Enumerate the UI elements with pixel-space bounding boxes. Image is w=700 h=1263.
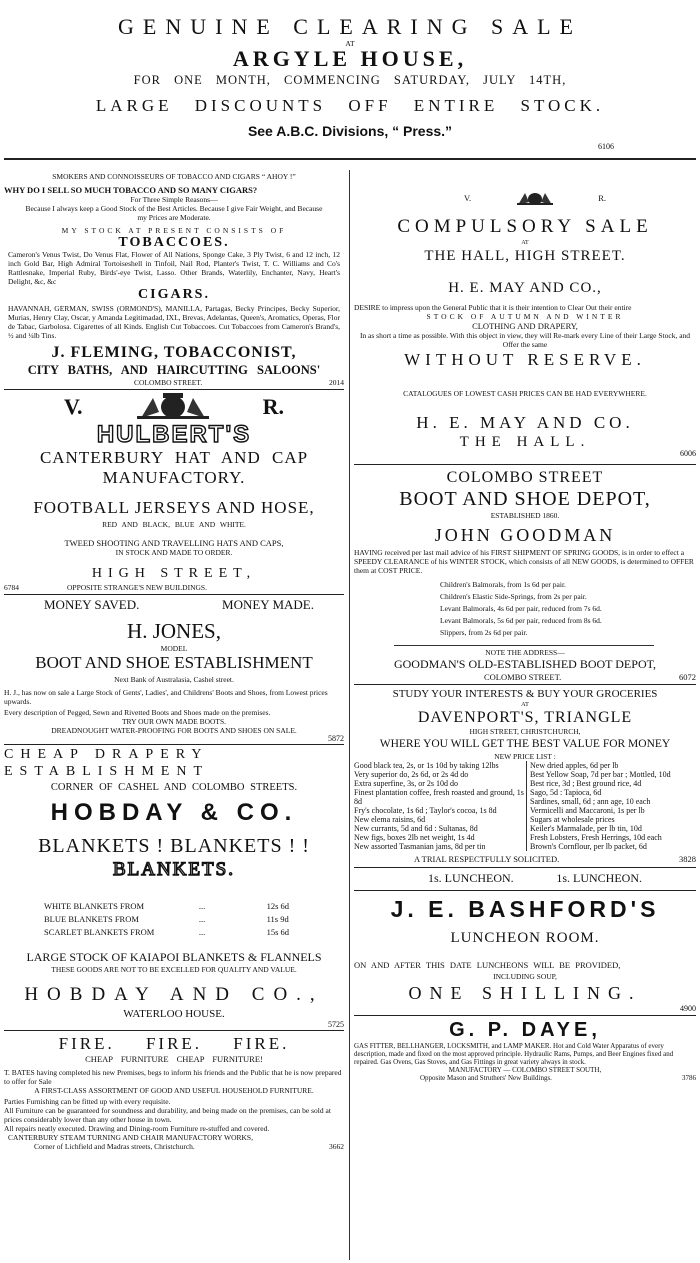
goodman-p1: HAVING received per last mail advice of his FIRST SHIPMENT OF SPRING GOODS, is in order to effect a SPEEDY CLEARANCE of his WINTER STOCK, which consists of all NEW GOODS, is determined to OFFER them at COST PRICE. [354,548,694,575]
divider [354,867,696,868]
price-table [354,761,696,851]
high-street-chch: HIGH STREET, CHRISTCHURCH, [469,727,581,736]
fire-p4: All Furniture can be guaranteed for soundness and durability, and being made on the premises, can be sold at prices considerably lower than any other house in town. [4,1106,331,1124]
opposite-stranges: OPPOSITE STRANGE'S NEW BUILDINGS. [67,583,207,592]
jones-p2: Every description of Pegged, Sewn and Rivetted Boots and Shoes made on the premises. [4,708,271,717]
waterloo-house: WATERLOO HOUSE. [123,1008,225,1020]
genuine-clearing-sale: GENUINE CLEARING SALE [118,14,582,39]
ad-number: 4900 [680,1004,696,1013]
bashford-advert [354,871,696,1013]
boot-establishment: BOOT AND SHOE ESTABLISHMENT [35,653,313,672]
study-interests: STUDY YOUR INTERESTS & BUY YOUR GROCERIES [392,688,658,700]
list-item: Finest plantation coffee, fresh roasted and ground, 1s 8d [354,788,524,806]
argyle-house: ARGYLE HOUSE, [232,46,468,71]
large-discounts: LARGE DISCOUNTS OFF ENTIRE STOCK. [95,96,605,115]
column-divider [349,170,350,1260]
royal-crest-row [4,392,344,422]
these-goods: THESE GOODS ARE NOT TO BE EXCELLED FOR QUALITY AND VALUE. [51,965,297,974]
cheap-drapery: CHEAP DRAPERY ESTABLISHMENT [4,747,209,779]
one-month-line: FOR ONE MONTH, COMMENCING SATURDAY, JULY 14TH, [133,73,567,87]
v-letter: V. [64,394,83,419]
fire-title: FIRE. FIRE. FIRE. [58,1034,290,1053]
fire-p2: A FIRST-CLASS ASSORTMENT OF GOOD AND USEFUL HOUSEHOLD FURNITURE. [34,1086,314,1095]
kaiapoi-stock: LARGE STOCK OF KAIAPOI BLANKETS & FLANNELS [26,950,322,964]
left-column [4,172,344,1151]
trial-solicited: A TRIAL RESPECTFULLY SOLICITED. [414,854,560,864]
jones-name: H. JONES, [127,619,221,643]
clothing-drapery: CLOTHING AND DRAPERY, [472,321,578,331]
list-item: Children's Balmorals, from 1s 6d per pair. [440,580,566,589]
daye-works: MANUFACTORY — COLOMBO STREET SOUTH, [448,1066,602,1074]
ad-number: 6072 [679,672,696,682]
the-hall: THE HALL, HIGH STREET. [424,248,626,264]
dreadnought: DREADNOUGHT WATER-PROOFING FOR BOOTS AND SHOES ON SALE. [51,726,297,735]
list-item: Very superior do, 2s 6d, or 2s 4d do [354,770,469,779]
daye-advert [354,1018,696,1082]
colombo-street-heading: COLOMBO STREET [446,469,604,486]
may-advert [354,172,696,458]
list-item: New dried apples, 6d per lb [530,761,619,770]
goodman-items [354,579,696,639]
hulbert-advert [4,392,344,592]
price-row: WHITE BLANKETS FROM ... 12s 6d [44,901,290,911]
jones-p1: H. J., has now on sale a Large Stock of Gents', Ladies', and Childrens' Boots and Shoes, from Lowest prices upwards. [4,688,328,706]
list-item: New currants, 5d and 6d : Sultanas, 8d [354,824,478,833]
list-item: New assorted Tasmanian jams, 8d per tin [354,842,486,851]
hobday-advert [4,746,344,1029]
luncheon-row [354,871,696,886]
divider [4,594,344,595]
corner-streets: CORNER OF CASHEL AND COLOMBO STREETS. [50,782,298,793]
divider [354,890,696,891]
list-item: Children's Elastic Side-Springs, from 2s per pair. [440,592,587,601]
high-street: HIGH STREET, [91,566,257,581]
blankets-line1: BLANKETS ! BLANKETS ! ! [38,835,310,857]
ad-number: 5725 [328,1020,344,1029]
list-item: Vermicelli and Maccaroni, 1s per lb [530,806,645,815]
ad-number: 3828 [679,854,696,864]
divider [354,1015,696,1016]
cheap-furniture: CHEAP FURNITURE CHEAP FURNITURE! [85,1054,263,1064]
cigars-list: HAVANNAH, GERMAN, SWISS (ORMOND'S), MANILLA, Partagas, Becky Principes, Becky Superior, Murias, Henry Clay, Oscar, y Amanda Legitimadad, IXL, Brevas, Adelantas, Queen's, Aromatics, Operas, Flor de Tabac, Garbolosa. Cigarettes of all Kinds. English Cut Tobaccoes. Cut Tobaccoes from Cameron's Brand's, ½ and ¼lb Tins. [8,304,340,340]
list-item: Levant Balmorals, 4s 6d per pair, reduced from 7s 6d. [440,604,602,613]
ad-number: 2014 [329,378,344,387]
ad-number: 6006 [680,449,696,458]
see-abc: See A.B.C. Divisions, “ Press.” [247,123,453,139]
new-price-list: NEW PRICE LIST : [494,752,556,761]
reasons: For Three Simple Reasons— [130,195,218,204]
goodman-footer [354,672,696,682]
at-label: AT [345,39,355,48]
luncheon-1: 1s. LUNCHEON. [428,871,514,885]
r-letter: R. [262,394,284,419]
r-letter: R. [598,193,606,203]
try-boots: TRY OUR OWN MADE BOOTS. [121,717,227,726]
goodman-advert [354,469,696,682]
list-item: Best Yellow Soap, 7d per bar ; Mottled, 10d [530,770,671,779]
bashford-p1: ON AND AFTER THIS DATE LUNCHEONS WILL BE PROVIDED, [354,960,621,970]
royal-crest-icon [133,392,213,420]
davenport-footer [354,854,696,864]
note-address: NOTE THE ADDRESS— [485,648,565,657]
fire-works: CANTERBURY STEAM TURNING AND CHAIR MANUFACTORY WORKS, [8,1133,253,1142]
list-item: Fresh Lobsters, Fresh Herrings, 10d each [530,833,662,842]
may-crest-row [354,172,696,206]
hobday-name2: HOBDAY AND CO., [24,984,324,1005]
jersey-colors: RED AND BLACK, BLUE AND WHITE. [102,520,246,529]
catalogues: CATALOGUES OF LOWEST CASH PRICES CAN BE HAD EVERYWHERE. [403,389,647,398]
opposite-mason: Opposite Mason and Struthers' New Buildings. [420,1074,552,1082]
list-item: Brown's Cornflour, per lb packet, 6d [530,842,647,851]
ad-number: 6784 [4,583,19,592]
ad-number: 5872 [328,734,344,743]
bashford-name: J. E. BASHFORD'S [390,896,660,922]
the-hall-2: THE HALL. [459,434,591,450]
v-letter: V. [464,193,472,203]
ad-number: 3662 [329,1142,344,1151]
goodman-old: GOODMAN'S OLD-ESTABLISHED BOOT DEPOT, [393,657,657,671]
price-row: SCARLET BLANKETS FROM ... 15s 6d [44,927,290,937]
list-item: Sago, 5d : Tapioca, 6d [530,788,602,797]
luncheon-room: LUNCHEON ROOM. [450,930,600,946]
price-list-left [354,761,527,851]
next-bank: Next Bank of Australasia, Cashel street. [114,675,234,684]
argyle-advert [0,0,700,152]
davenport-name: DAVENPORT'S, TRIANGLE [417,709,633,726]
davenport-advert [354,687,696,864]
list-item: New figs, boxes 2lb net weight, 1s 4d [354,833,475,842]
football-jerseys: FOOTBALL JERSEYS AND HOSE, [33,498,315,517]
fire-advert [4,1034,344,1151]
luncheon-2: 1s. LUNCHEON. [556,871,642,885]
list-item: New elema raisins, 6d [354,815,426,824]
boot-shoe-depot: BOOT AND SHOE DEPOT, [399,488,651,510]
ad-number: 6106 [598,142,614,151]
at-label: AT [521,240,529,246]
blanket-prices [4,900,344,939]
fleming-name: J. FLEMING, TOBACCONIST, [51,344,297,361]
tobaccoes-heading: TOBACCOES. [118,235,230,250]
including-soup: INCLUDING SOUP, [493,972,557,981]
hulbert-name: HULBERT'S [96,421,252,448]
established: ESTABLISHED 1860. [490,511,560,520]
john-goodman: JOHN GOODMAN [434,525,616,545]
may-name: H. E. MAY AND CO., [448,280,602,296]
list-item: Good black tea, 2s, or 1s 10d by taking 12lbs [354,761,499,770]
tobacco-advert [4,172,344,387]
list-item: Sardines, small, 6d ; ann age, 10 each [530,797,651,806]
at-label: AT [521,701,529,708]
city-baths: CITY BATHS, AND HAIRCUTTING SALOONS' [27,363,321,377]
fire-p5: All repairs neatly executed. Drawing and Dining-room Furniture re-stuffed and covered. [4,1124,270,1133]
money-saved: MONEY SAVED. [44,597,140,612]
best-value: WHERE YOU WILL GET THE BEST VALUE FOR MONEY [379,738,671,750]
money-row [4,597,344,613]
my-stock: MY STOCK AT PRESENT CONSISTS OF [61,226,287,235]
blankets-line2: BLANKETS. [113,859,235,880]
divider [4,389,344,390]
money-made: MONEY MADE. [222,597,314,612]
daye-footer [354,1074,696,1082]
tobacco-footer [4,378,344,387]
model-label: MODEL [160,644,188,653]
tobacco-list: Cameron's Venus Twist, Do Venus Flat, Flower of All Nations, Sponge Cake, 3 Ply Twist, 6 and 12 inch, 12 inch Gold Bar, High Admiral Tortoiseshell in Tinfoil, Nail Rod, Planter's Twist, T. C. Williams and Co's Rattlesnake, Imperial Ruby, Birds'-eye Twist, Lasso. Other Brands, Waterlily, Enchanter, Navy, Heart's Delight, &c, &c [8,250,340,286]
cigars-heading: CIGARS. [138,287,210,302]
one-shilling: ONE SHILLING. [408,983,642,1003]
daye-p1: GAS FITTER, BELLHANGER, LOCKSMITH, and LAMP MAKER. Hot and Cold Water Apparatus of every description, made and fixed on the most approved principle. Hydraulic Rams, Pumps, and Beer Engines fixed and repaired. Gas Ovens, Gas Stoves, and Gas Fittings in great variety always in stock. [354,1042,674,1066]
list-item: Slippers, from 2s 6d per pair. [440,628,528,637]
divider [4,158,696,160]
hulbert-footer [4,583,344,592]
lichfield-corner: Corner of Lichfield and Madras streets, Christchurch. [34,1142,195,1151]
fire-footer [4,1142,344,1151]
list-item: Sugars at wholesale prices [530,815,615,824]
may-p1: DESIRE to impress upon the General Public that it is their intention to Clear Out their entire [354,303,632,312]
stock-autumn: STOCK OF AUTUMN AND WINTER [426,312,624,321]
list-item: Fry's chocolate, 1s 6d ; Taylor's cocoa, 1s 8d [354,806,497,815]
hobday-name: HOBDAY & CO. [50,799,298,826]
right-column [354,172,696,1082]
list-item: Best rice, 3d ; Best ground rice, 4d [530,779,642,788]
divider [4,744,344,745]
divider [354,684,696,685]
tobacco-head: SMOKERS AND CONNOISSEURS OF TOBACCO AND CIGARS “ AHOY !” [52,172,296,181]
may-name2: H. E. MAY AND CO. [416,413,634,432]
price-list-right [527,761,697,851]
list-item: Extra superfine, 3s, or 2s 10d do [354,779,458,788]
fire-p3: Parties Furnishing can be fitted up with every requisite. [4,1097,171,1106]
may-p2: In as short a time as possible. With this object in view, they will Re-mark every Line of their Large Stock, and Offer the same [359,331,691,349]
tweed-hats: TWEED SHOOTING AND TRAVELLING HATS AND CAPS, [64,538,284,548]
in-stock: IN STOCK AND MADE TO ORDER. [115,548,233,557]
colombo-street: COLOMBO STREET. [484,672,562,682]
divider [394,645,654,646]
compulsory-sale: COMPULSORY SALE [397,216,653,237]
fire-p1: T. BATES having completed his new Premises, begs to inform his friends and the Public that he is now prepared to offer for Sale [4,1068,342,1086]
daye-name: G. P. DAYE, [449,1019,601,1041]
because: Because I always keep a Good Stock of the Best Articles. Because I give Fair Weight, and Because my Prices are Moderate. [25,204,323,222]
list-item: Keiler's Marmalade, per lb tin, 10d [530,824,642,833]
hulbert-title: CANTERBURY HAT AND CAP MANUFACTORY. [39,448,309,487]
ad-number: 3786 [682,1074,696,1082]
colombo-street: COLOMBO STREET. [134,378,203,387]
jones-advert [4,597,344,743]
royal-crest-icon [515,190,555,206]
divider [354,464,696,465]
price-row: BLUE BLANKETS FROM ... 11s 9d [44,914,289,924]
list-item: Levant Balmorals, 5s 6d per pair, reduced from 8s 6d. [440,616,602,625]
divider [4,1030,344,1031]
without-reserve: WITHOUT RESERVE. [404,350,646,369]
why-line: WHY DO I SELL SO MUCH TOBACCO AND SO MANY CIGARS? [4,185,258,195]
